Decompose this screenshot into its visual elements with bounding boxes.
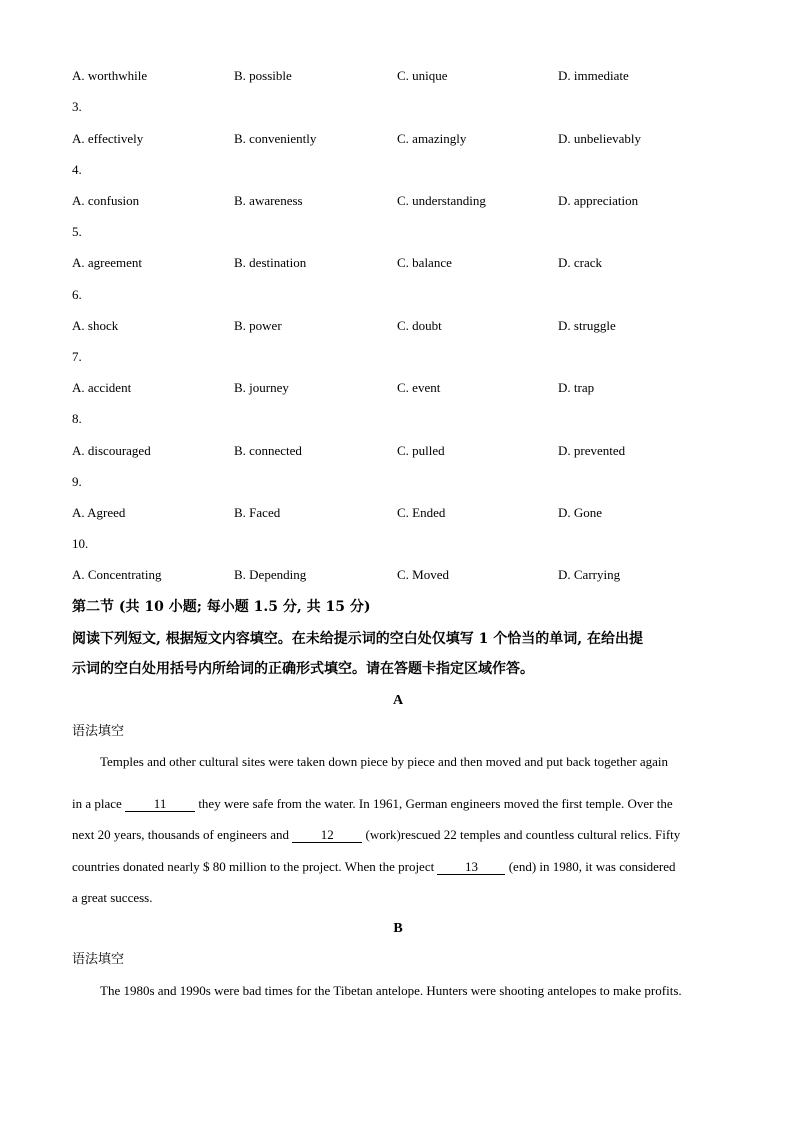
passage-a-line-5: a great success. [72,890,153,905]
text: next 20 years, thousands of engineers and [72,827,293,842]
passage-a-label: A [392,693,404,708]
option-c[interactable]: C. balance [397,255,452,270]
question-number: 4. [72,162,82,177]
option-c[interactable]: C. unique [397,68,448,83]
option-row [72,379,724,397]
option-c[interactable]: C. pulled [397,443,445,458]
text: (end) in 1980, it was considered [505,859,676,874]
option-b[interactable]: B. Depending [234,567,307,582]
question-number: 5. [72,224,82,239]
passage-b-tag: 语法填空 [72,952,125,967]
option-c[interactable]: C. event [397,380,441,395]
passage-a-line-3 [72,826,724,844]
option-c[interactable]: C. Moved [397,567,449,582]
option-a[interactable]: A. effectively [72,131,144,146]
option-row [72,504,724,522]
section-instruction-1: 阅读下列短文, 根据短文内容填空。在未给提示词的空白处仅填写 1 个恰当的单词, 在给出提 [72,631,643,647]
passage-b-line-1: The 1980s and 1990s were bad times for the Tibetan antelope. Hunters were shooting antelopes to make profits. [100,983,682,998]
question-number: 7. [72,349,82,364]
option-a[interactable]: A. Concentrating [72,567,162,582]
option-d[interactable]: D. Carrying [558,567,621,582]
option-b[interactable]: B. Faced [234,505,281,520]
passage-a-line-1: Temples and other cultural sites were taken down piece by piece and then moved and put back together again [100,754,668,769]
section-instruction-2: 示词的空白处用括号内所给词的正确形式填空。请在答题卡指定区域作答。 [72,661,534,677]
option-d[interactable]: D. crack [558,255,603,270]
option-a[interactable]: A. shock [72,318,119,333]
option-d[interactable]: D. Gone [558,505,603,520]
text: countries donated nearly $ 80 million to the project. When the project [72,859,438,874]
question-number: 10. [72,536,89,551]
text: they were safe from the water. In 1961, German engineers moved the first temple. Over the [195,796,673,811]
text: in a place [72,796,126,811]
option-b[interactable]: B. conveniently [234,131,317,146]
question-number: 3. [72,99,82,114]
option-row [72,317,724,335]
option-d[interactable]: D. appreciation [558,193,639,208]
option-row [72,192,724,210]
passage-a-tag: 语法填空 [72,724,125,739]
blank-11[interactable]: 11 [125,797,195,812]
option-a[interactable]: A. accident [72,380,132,395]
text: (work)rescued 22 temples and countless cultural relics. Fifty [362,827,681,842]
option-row [72,442,724,460]
option-b[interactable]: B. power [234,318,282,333]
option-b[interactable]: B. destination [234,255,307,270]
option-d[interactable]: D. struggle [558,318,616,333]
option-row [72,254,724,272]
passage-a-line-4 [72,858,724,876]
blank-12[interactable]: 12 [292,828,362,843]
question-number: 9. [72,474,82,489]
option-a[interactable]: A. agreement [72,255,143,270]
option-b[interactable]: B. journey [234,380,289,395]
option-row [72,130,724,148]
option-a[interactable]: A. discouraged [72,443,151,458]
question-number: 8. [72,411,82,426]
passage-a-line-2 [72,795,724,813]
passage-b-label: B [393,921,403,936]
option-c[interactable]: C. amazingly [397,131,467,146]
option-c[interactable]: C. doubt [397,318,442,333]
option-row [72,566,724,584]
option-b[interactable]: B. possible [234,68,292,83]
option-c[interactable]: C. understanding [397,193,486,208]
section-heading: 第二节 (共 10 小题; 每小题 1.5 分, 共 15 分) [72,599,371,615]
blank-13[interactable]: 13 [437,860,505,875]
option-b[interactable]: B. connected [234,443,302,458]
option-a[interactable]: A. worthwhile [72,68,148,83]
option-row [72,67,724,85]
option-a[interactable]: A. Agreed [72,505,126,520]
option-a[interactable]: A. confusion [72,193,140,208]
option-c[interactable]: C. Ended [397,505,446,520]
option-d[interactable]: D. immediate [558,68,629,83]
question-number: 6. [72,287,82,302]
option-d[interactable]: D. trap [558,380,595,395]
option-b[interactable]: B. awareness [234,193,303,208]
option-d[interactable]: D. unbelievably [558,131,642,146]
option-d[interactable]: D. prevented [558,443,626,458]
